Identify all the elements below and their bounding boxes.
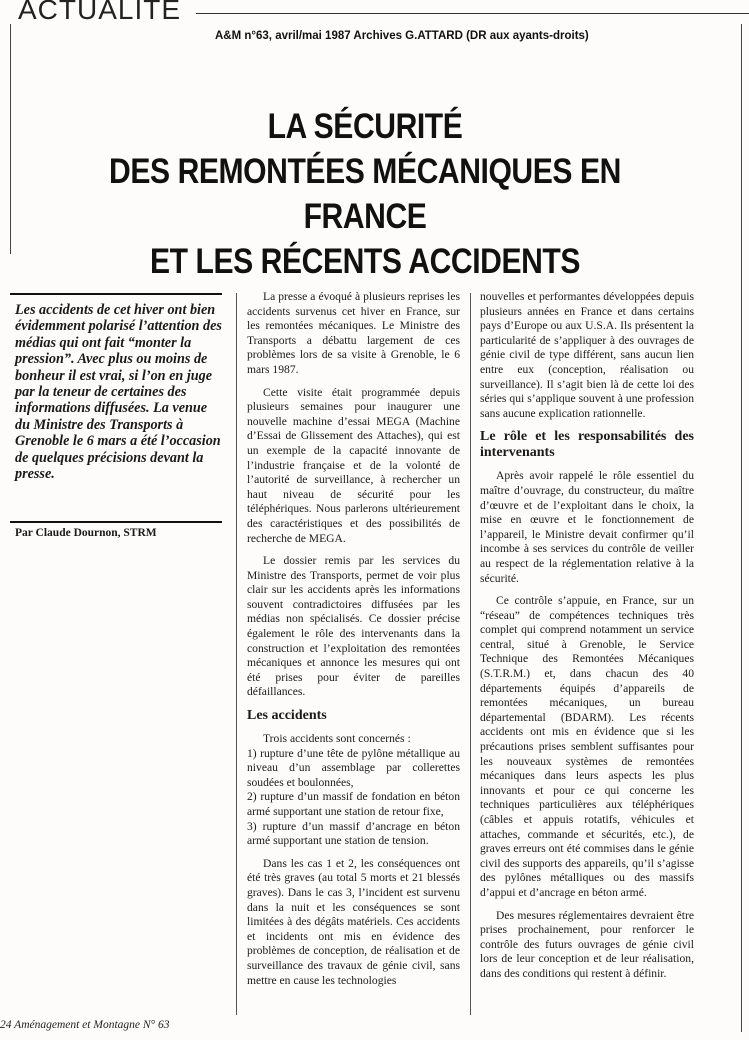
list-item: 1) rupture d’une tête de pylône métallique au niveau d’un assemblage par collerettes soudées et boulonnées,	[247, 746, 460, 789]
list-item: 2) rupture d’un massif de fondation en béton armé supportant une station de retour fixe,	[247, 790, 460, 818]
paragraph: Des mesures réglementaires devraient être prises prochainement, pour renforcer le contrôle des futurs ouvrages de génie civil lors de leur conception et de leur réalisation, dans des conditions qui restent à définir.	[480, 908, 694, 980]
list-item: 3) rupture d’un massif d’ancrage en béton armé supportant une station de tension.	[247, 819, 460, 848]
paragraph: La presse a évoqué à plusieurs reprises les accidents survenus cet hiver en France, sur les remontées mécaniques. Le Ministre des Transports a débattu largement de ces problèmes lors de sa visite à Grenoble, le 6 mars 1987.	[247, 290, 460, 376]
paragraph: nouvelles et performantes développées depuis plusieurs années en France et dans certains pays d’Europe ou aux U.S.A. Ils présentent la particularité de s’appliquer à des ouvrages de génie civil de type différent, sans aucun lien entre eux (conception, réalisation ou surveillance). Il s’agit bien là de cette loi des séries qui s’applique souvent à une profession sans aucune explication rationnelle.	[480, 290, 694, 420]
rubric-rule	[196, 13, 749, 14]
paragraph: Dans les cas 1 et 2, les conséquences ont été très graves (au total 5 morts et 21 blessés graves). Dans le cas 3, l’incident est survenu dans la nuit et les conséquences se sont limitées à des dégâts matériels. Ces accidents et incidents ont mis en évidence des problèmes de conception, de réalisation et de surveillance des travaux de génie civil, sans mettre en cause les technologies	[247, 856, 460, 987]
title-line-1: LA SÉCURITÉ	[267, 107, 463, 146]
section-heading-role: Le rôle et les responsabilités des intervenants	[480, 429, 694, 461]
paragraph: Cette visite était programmée depuis plusieurs semaines pour inaugurer une nouvelle machine d’essai MEGA (Machine d’Essai de Glissement des Attaches), qui est un exemple de la capacité innovante de l’industrie française et de la volonté de l’autorité de surveillance, à rechercher un haut niveau de sécurité pour les téléphériques. Nous parlerons ultérieurement des caractéristiques et des possibilités de recherche de MEGA.	[247, 385, 460, 545]
paragraph: Après avoir rappelé le rôle essentiel du maître d’ouvrage, du constructeur, du maître d’œuvre et de l’exploitant dans le choix, la mise en œuvre et le fonctionnement de l’appareil, le Ministre devait confirmer qu’il incombe à ses services du contrôle de veiller au respect de la réglementation relative à la sécurité.	[480, 469, 694, 585]
column-2	[480, 290, 694, 990]
column-1	[247, 290, 460, 996]
archive-note: A&M n°63, avril/mai 1987 Archives G.ATTARD (DR aux ayants-droits)	[215, 30, 589, 42]
column-divider-2	[470, 293, 471, 1015]
intro-lead: Les accidents de cet hiver ont bien évidemment polarisé l’attention des médias qui ont fait “monter la pression”. Avec plus ou moins de bonheur il est vrai, si l’on en juge par la teneur de certaines des informations diffusées. La venue du Ministre des Transports à Grenoble le 6 mars a été l’occasion de quelques précisions devant la presse.	[15, 302, 222, 483]
frame-left-rule	[10, 24, 11, 254]
intro-top-rule	[10, 293, 222, 295]
paragraph: Trois accidents sont concernés :	[263, 732, 411, 746]
paragraph: Ce contrôle s’appuie, en France, sur un “réseau” de compétences techniques très complet qui comprend notamment un service central, situé à Grenoble, le Service Technique des Remontées Mécaniques (S.T.R.M.) et, dans chacun des 40 départements équipés d’appareils de remontées mécaniques, un bureau départemental (BDARM). Les récents accidents ont mis en évidence que si les précautions prises semblent suffisantes pour les nouveaux systèmes de remontées mécaniques dans leurs aspects les plus innovants et pour ce qui concerne les techniques particulières aux téléphériques (câbles et appuis rotatifs, véhicules et attaches, commande et sécurités, etc.), de graves erreurs ont été commises dans le génie civil des supports des appareils, qu’il s’agisse des pylônes métalliques ou des massifs d’appui et d’ancrage en béton armé.	[480, 594, 694, 899]
section-heading-accidents: Les accidents	[247, 708, 327, 724]
byline: Par Claude Dournon, STRM	[15, 527, 157, 539]
title-line-2: DES REMONTÉES MÉCANIQUES EN FRANCE	[109, 152, 621, 236]
page-footer: 24 Aménagement et Montagne N° 63	[0, 1019, 170, 1031]
article-title	[68, 104, 661, 284]
title-line-3: ET LES RÉCENTS ACCIDENTS	[149, 242, 581, 281]
intro-bottom-rule	[10, 521, 222, 523]
column-divider-1	[236, 293, 237, 1015]
frame-right-rule	[741, 24, 742, 1032]
paragraph: Le dossier remis par les services du Ministre des Transports, permet de voir plus clair sur les accidents après les informations souvent contradictoires diffusées par les médias non spécialisés. Ce dossier précise également le rôle des intervenants dans la construction et l’exploitation des remontées mécaniques et annonce les mesures qui ont été prises pour éviter de pareilles défaillances.	[247, 554, 460, 699]
section-rubric: ACTUALITE	[18, 0, 185, 24]
